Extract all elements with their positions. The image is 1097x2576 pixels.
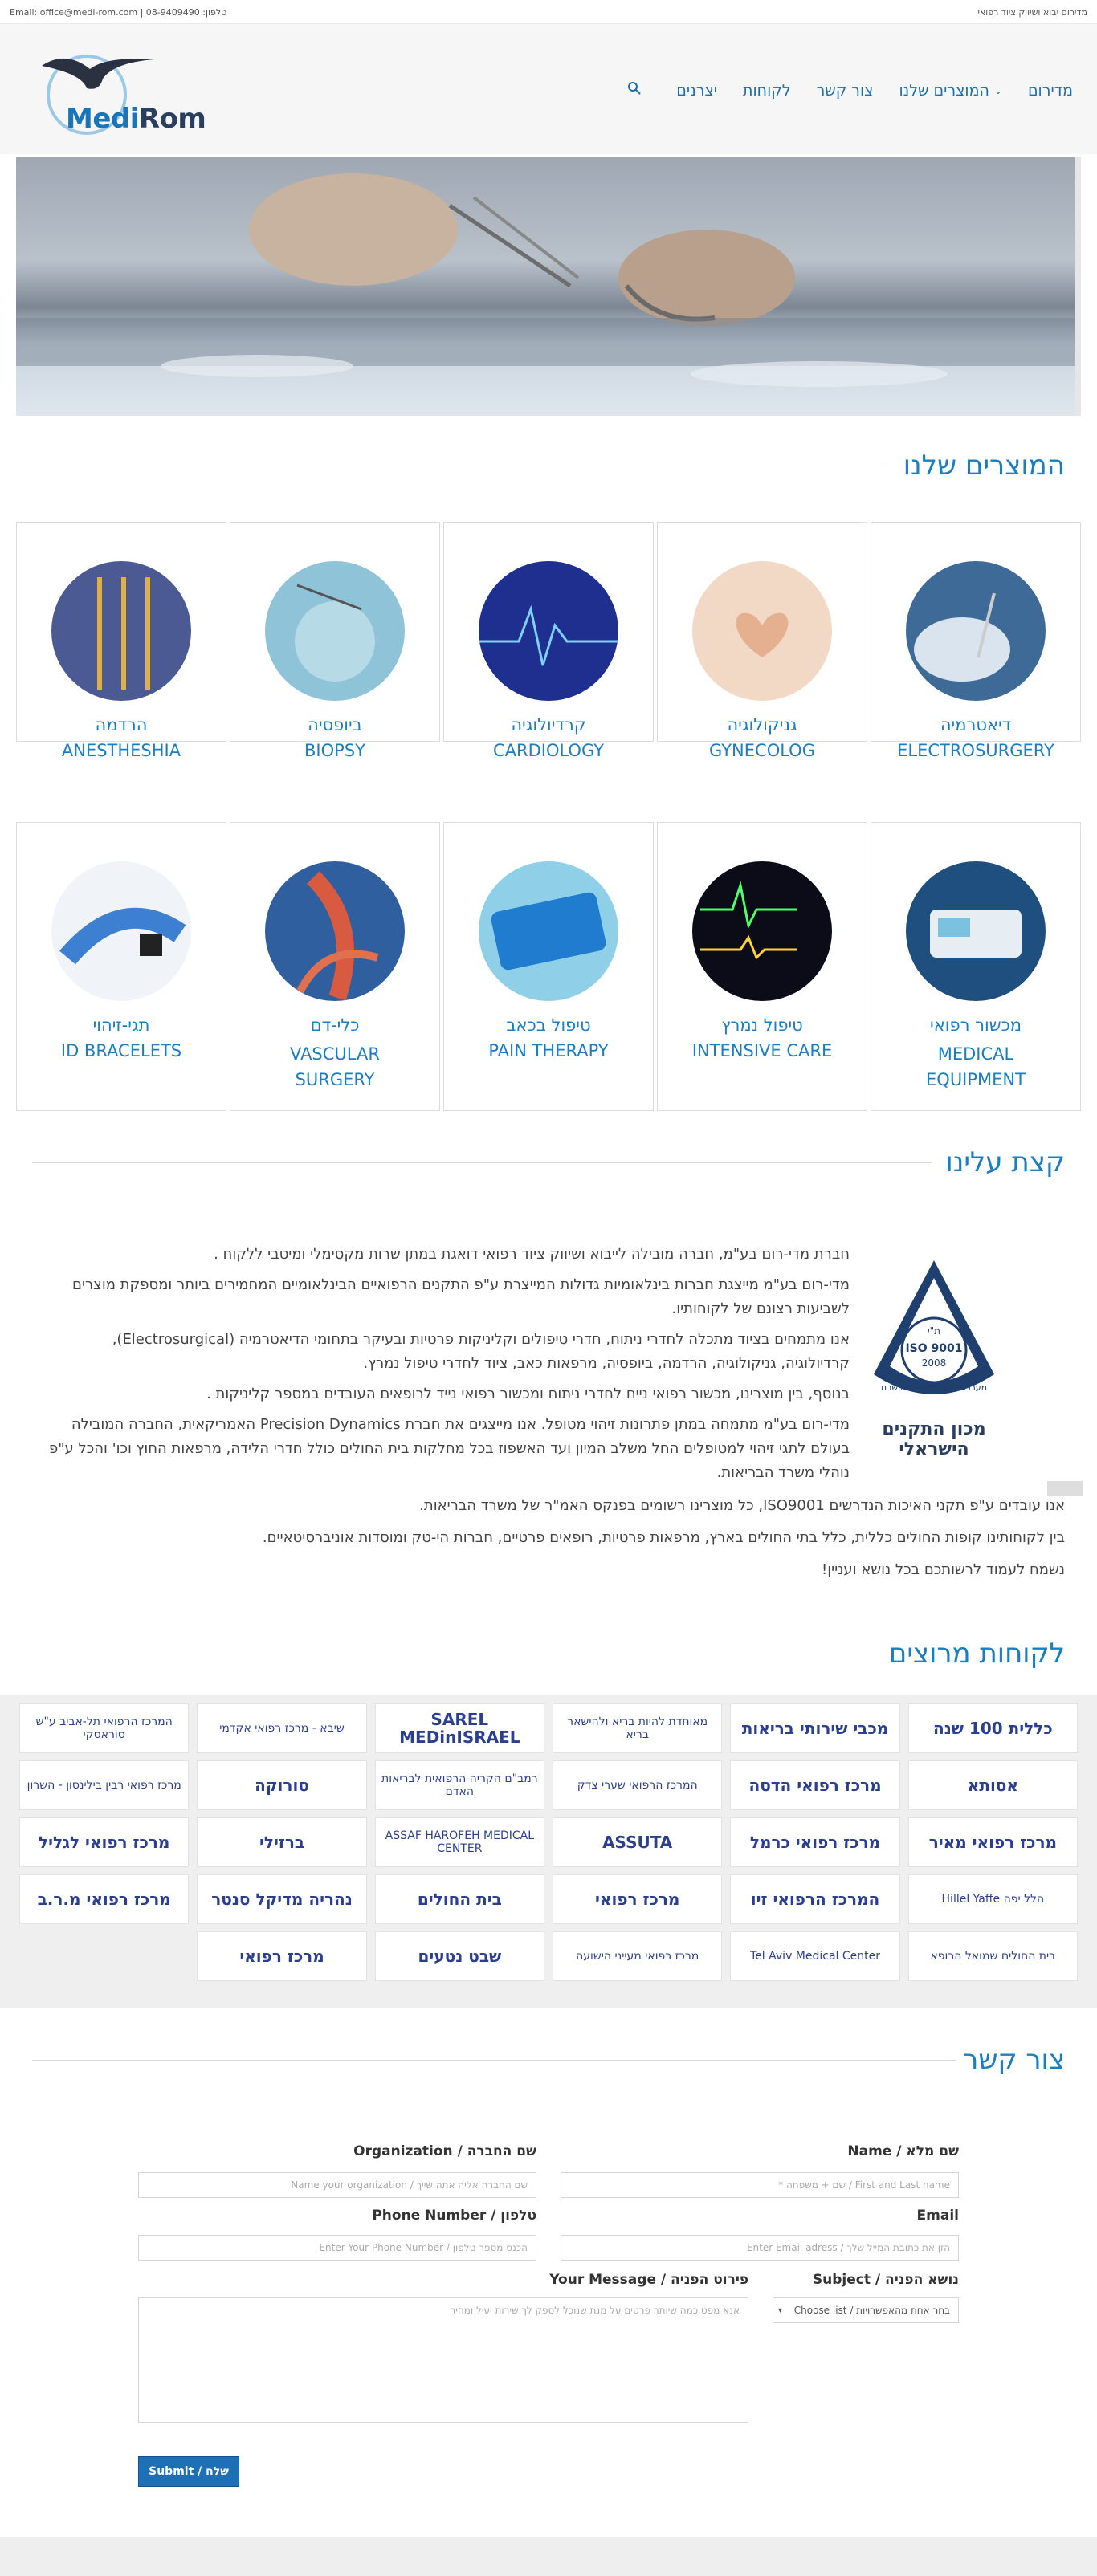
anesthesia-image-icon	[51, 561, 191, 701]
product-name-en: VASCULAR SURGERY	[290, 1044, 380, 1089]
client-logo: מרכז רפואי הדסה	[730, 1760, 899, 1810]
site-header	[0, 24, 1097, 154]
email-input[interactable]: הזן את כתובת המייל שלך / Enter Email adress	[561, 2235, 959, 2261]
product-name-en: PAIN THERAPY	[488, 1041, 609, 1060]
client-logo: מרכז רפואי רבין בילינסון - השרון	[19, 1760, 189, 1810]
about-paragraph: חברת מדי-רום בע"מ, חברה מובילה לייבוא ושיווק ציוד רפואי דואגת במתן שרות מקסימלי ומיטבי ללקוח .	[214, 1246, 850, 1263]
heading-divider	[32, 1162, 932, 1163]
main-nav	[676, 82, 1073, 100]
svg-text:ISO 9001: ISO 9001	[905, 1342, 963, 1355]
product-name-en: ELECTROSURGERY	[897, 741, 1054, 760]
client-logo: מכבי שירותי בריאות	[730, 1703, 899, 1753]
submit-button[interactable]: Submit / שלח	[138, 2456, 239, 2487]
product-name-he: מכשור רפואי	[930, 1015, 1022, 1035]
svg-text:ת"י: ת"י	[927, 1325, 941, 1337]
product-name-he: דיאטרמיה	[940, 715, 1012, 735]
section-title: לקוחות מרוצים	[888, 1638, 1065, 1670]
product-name-en: BIOPSY	[304, 741, 365, 760]
phone-input[interactable]: הכנס מספר טלפון / Enter Your Phone Number	[138, 2235, 536, 2261]
product-name-he: גניקולוגיה	[727, 715, 797, 735]
product-card-medical-equipment[interactable]	[871, 822, 1081, 1111]
clients-logos-section	[0, 1695, 1097, 2008]
biopsy-image-icon	[265, 561, 405, 701]
about-paragraph: נשמח לעמוד לרשותכם בכל נושא ועניין!	[822, 1561, 1065, 1578]
product-name-he: כלי-דם	[310, 1015, 360, 1035]
client-logo: סורוקה	[197, 1760, 366, 1810]
client-logo: רמב"ם הקריה הרפואית לבריאות האדם	[375, 1760, 544, 1810]
clients-grid	[19, 1703, 1078, 1981]
product-name-en: ID BRACELETS	[60, 1041, 182, 1060]
client-logo: Tel Aviv Medical Center	[730, 1931, 899, 1981]
subject-label: נושא הפניה / Subject	[812, 2272, 959, 2288]
products-grid-row-1	[16, 522, 1081, 760]
top-contact-info: Email: office@medi-rom.com | 08-9409490 :טלפון	[10, 7, 227, 18]
chevron-down-icon: ⌄	[993, 85, 1002, 96]
message-label: פירוט הפניה / Your Message	[549, 2272, 748, 2288]
footer	[0, 2537, 1097, 2576]
about-paragraph: אנו עובדים ע"פ תקני האיכות הנדרשים ISO9001, כל מוצרינו רשומים בפנקס האמ"ר של משרד הבריאות.	[419, 1497, 1065, 1514]
chevron-down-icon: ▾	[778, 2305, 783, 2315]
product-name-he: טיפול נמרץ	[721, 1015, 803, 1035]
client-logo: ברזילי	[197, 1817, 366, 1867]
surgery-hands-illustration	[16, 157, 1081, 416]
about-heading	[32, 1146, 1065, 1178]
medical-equipment-image-icon	[906, 861, 1046, 1001]
about-paragraph: מדי-רום בע"מ מייצגת חברות בינלאומיות גדולות המייצרת ע"פ התקנים הרפואיים הבינלאומיים המחמירים ביותר ומספקת מוצרים לשביעות רצונם של לקוחותיו.	[72, 1276, 850, 1317]
product-card-anesthesia[interactable]	[16, 522, 226, 760]
product-card-vascular-surgery[interactable]	[230, 822, 440, 1111]
nav-item-clients[interactable]: לקוחות	[743, 82, 791, 100]
about-paragraph: בנוסף, בין מוצרינו, מכשור רפואי נייח לחדרי ניתוח ומכשור רפואי נייד לרופאים העובדים במספר קליניקות .	[206, 1386, 850, 1402]
product-card-pain-therapy[interactable]	[443, 822, 654, 1111]
contact-heading	[32, 2044, 1065, 2076]
nav-item-products[interactable]: המוצרים שלנו ⌄	[899, 82, 1002, 100]
organization-label: שם החברה / Organization	[353, 2143, 536, 2159]
client-logo: שבט נטעים	[375, 1931, 544, 1981]
product-name-en: CARDIOLOGY	[492, 741, 605, 760]
section-title: המוצרים שלנו	[903, 450, 1065, 482]
intensive-care-image-icon	[692, 861, 832, 1001]
client-logo: בית החולים שמואל הרופא	[908, 1931, 1078, 1981]
phone-label: טלפון / Phone Number	[372, 2208, 536, 2224]
client-logo: מאוחדת להיות בריא ולהישאר בריא	[553, 1703, 722, 1753]
about-text-block	[48, 1243, 850, 1491]
iso-caption: מכון התקנים הישראלי	[882, 1419, 986, 1459]
client-logo: מרכז רפואי מ.ר.ב	[19, 1874, 189, 1924]
product-name-he: ביופסיה	[308, 715, 362, 735]
client-logo: ASSUTA	[553, 1817, 722, 1867]
client-logo: הלל יפה Hillel Yaffe	[908, 1874, 1078, 1924]
product-card-electrosurgery[interactable]	[871, 522, 1081, 760]
organization-input[interactable]: שם החברה אליה אתה שייך / Name your organization	[138, 2172, 536, 2198]
product-name-he: טיפול בכאב	[506, 1015, 591, 1035]
top-tagline: מדירום יבוא ושיווק ציוד רפואי	[977, 7, 1087, 18]
client-logo: מרכז רפואי לגליל	[19, 1817, 189, 1867]
product-name-he: תגי-זיהוי	[92, 1015, 150, 1035]
product-name-en: INTENSIVE CARE	[691, 1041, 833, 1060]
product-card-cardiology[interactable]	[443, 522, 654, 760]
section-title: קצת עלינו	[945, 1146, 1065, 1178]
gynecology-image-icon	[692, 561, 832, 701]
client-logo: המרכז הרפואי שערי צדק	[553, 1760, 722, 1810]
product-name-en: ANESTHESHIA	[61, 741, 181, 760]
products-heading	[32, 450, 1065, 482]
products-grid-row-2	[16, 822, 1081, 1111]
product-card-gynecology[interactable]	[657, 522, 867, 760]
client-logo: שיבא - מרכז רפואי אקדמי	[197, 1703, 366, 1753]
electrosurgery-image-icon	[906, 561, 1046, 701]
brand-wordmark[interactable]: MediRom	[66, 103, 206, 135]
pain-therapy-image-icon	[479, 861, 618, 1001]
nav-item-contact[interactable]: צור קשר	[816, 82, 874, 100]
about-text-block-2	[48, 1493, 1065, 1589]
client-logo: כללית 100 שנה	[908, 1703, 1078, 1753]
client-logo: מרכז רפואי מאיר	[908, 1817, 1078, 1867]
subject-select[interactable]	[773, 2297, 959, 2323]
client-logo: SAREL MEDinISRAEL	[375, 1703, 544, 1753]
client-logo: אסותא	[908, 1760, 1078, 1810]
iso-ring-text: מערכת ניהול איכות מאושרת	[880, 1382, 988, 1393]
product-card-biopsy[interactable]	[230, 522, 440, 760]
client-logo: נהריה מדיקל סנטר	[197, 1874, 366, 1924]
client-logo: מרכז רפואי	[197, 1931, 366, 1981]
email-label: Email	[916, 2208, 959, 2224]
product-card-intensive-care[interactable]	[657, 822, 867, 1111]
heading-divider	[32, 2060, 956, 2061]
client-logo: בית החולים	[375, 1874, 544, 1924]
clients-heading	[32, 1638, 1065, 1670]
name-input[interactable]: First and Last name / שם + משפחה *	[561, 2172, 959, 2198]
hero-banner-image	[16, 157, 1081, 416]
search-icon[interactable]	[626, 80, 642, 96]
about-paragraph: מדי-רום בע"מ מתמחה במתן פתרונות זיהוי מטופל. אנו מייצגים את חברת Precision Dynamics האמריקאית, החברה המובילה בעולם לתגי זיהוי למטופלים החל משלב המיון ועד האשפוז בכל מחלקות בית החולים כולל חדרי הלידה, מרפאות החוץ וכו' והכל ע"פ נוהלי משרד הבריאות.	[49, 1416, 850, 1481]
nav-item-manufacturers[interactable]: יצרנים	[676, 82, 718, 100]
client-logo: מרכז רפואי כרמל	[730, 1817, 899, 1867]
about-paragraph: אנו מתמחים בציוד מתכלה לחדרי ניתוח, חדרי טיפולים וקליניקות פרטיות ובעיקר בתחומי הדיאטרמיה (Electrosurgical), קרדיולוגיה, גניקולוגיה, הרדמה, ביופסיה, מרפאות כאב, ציוד לחדרי טיפול נמרץ.	[112, 1331, 850, 1372]
product-card-id-bracelets[interactable]	[16, 822, 226, 1111]
product-name-en: GYNECOLOG	[709, 741, 815, 760]
name-label: שם מלא / Name	[847, 2143, 959, 2159]
client-logo: המרכז הרפואי תל-אביב ע"ש סוראסקי	[19, 1703, 189, 1753]
svg-text:2008: 2008	[921, 1357, 947, 1369]
product-name-he: הרדמה	[95, 715, 148, 735]
product-name-en: MEDICAL EQUIPMENT	[926, 1044, 1026, 1089]
iso-certification-badge	[866, 1254, 1002, 1459]
id-bracelets-image-icon	[51, 861, 191, 1001]
vascular-surgery-image-icon	[265, 861, 405, 1001]
about-paragraph: בין לקוחותינו קופות החולים כללית, כלל בתי החולים בארץ, מרפאות פרטיות, רופאים פרטיים, חברות הי-טק ומוסדות אוניברסיטאיים.	[262, 1529, 1065, 1546]
top-bar	[0, 0, 1097, 24]
product-name-he: קרדיולוגיה	[511, 715, 586, 735]
client-logo: ASSAF HAROFEH MEDICAL CENTER	[375, 1817, 544, 1867]
hero-scrollbar[interactable]	[1075, 157, 1081, 416]
section-title: צור קשר	[963, 2044, 1065, 2076]
client-logo: מרכז רפואי מעייני הישועה	[553, 1931, 722, 1981]
client-logo: המרכז הרפואי זיו	[730, 1874, 899, 1924]
message-textarea[interactable]: אנא מפט כמה שיותר פרטים על מנת שנוכל לספק לך שירות יעיל ומהיר	[138, 2297, 748, 2423]
nav-item-medirom[interactable]: מדירום	[1027, 82, 1073, 100]
cardiology-image-icon	[479, 561, 618, 701]
client-logo: מרכז רפואי	[553, 1874, 722, 1924]
subject-selected-value: בחר אחת מהאפשרויות / Choose list	[793, 2305, 950, 2316]
